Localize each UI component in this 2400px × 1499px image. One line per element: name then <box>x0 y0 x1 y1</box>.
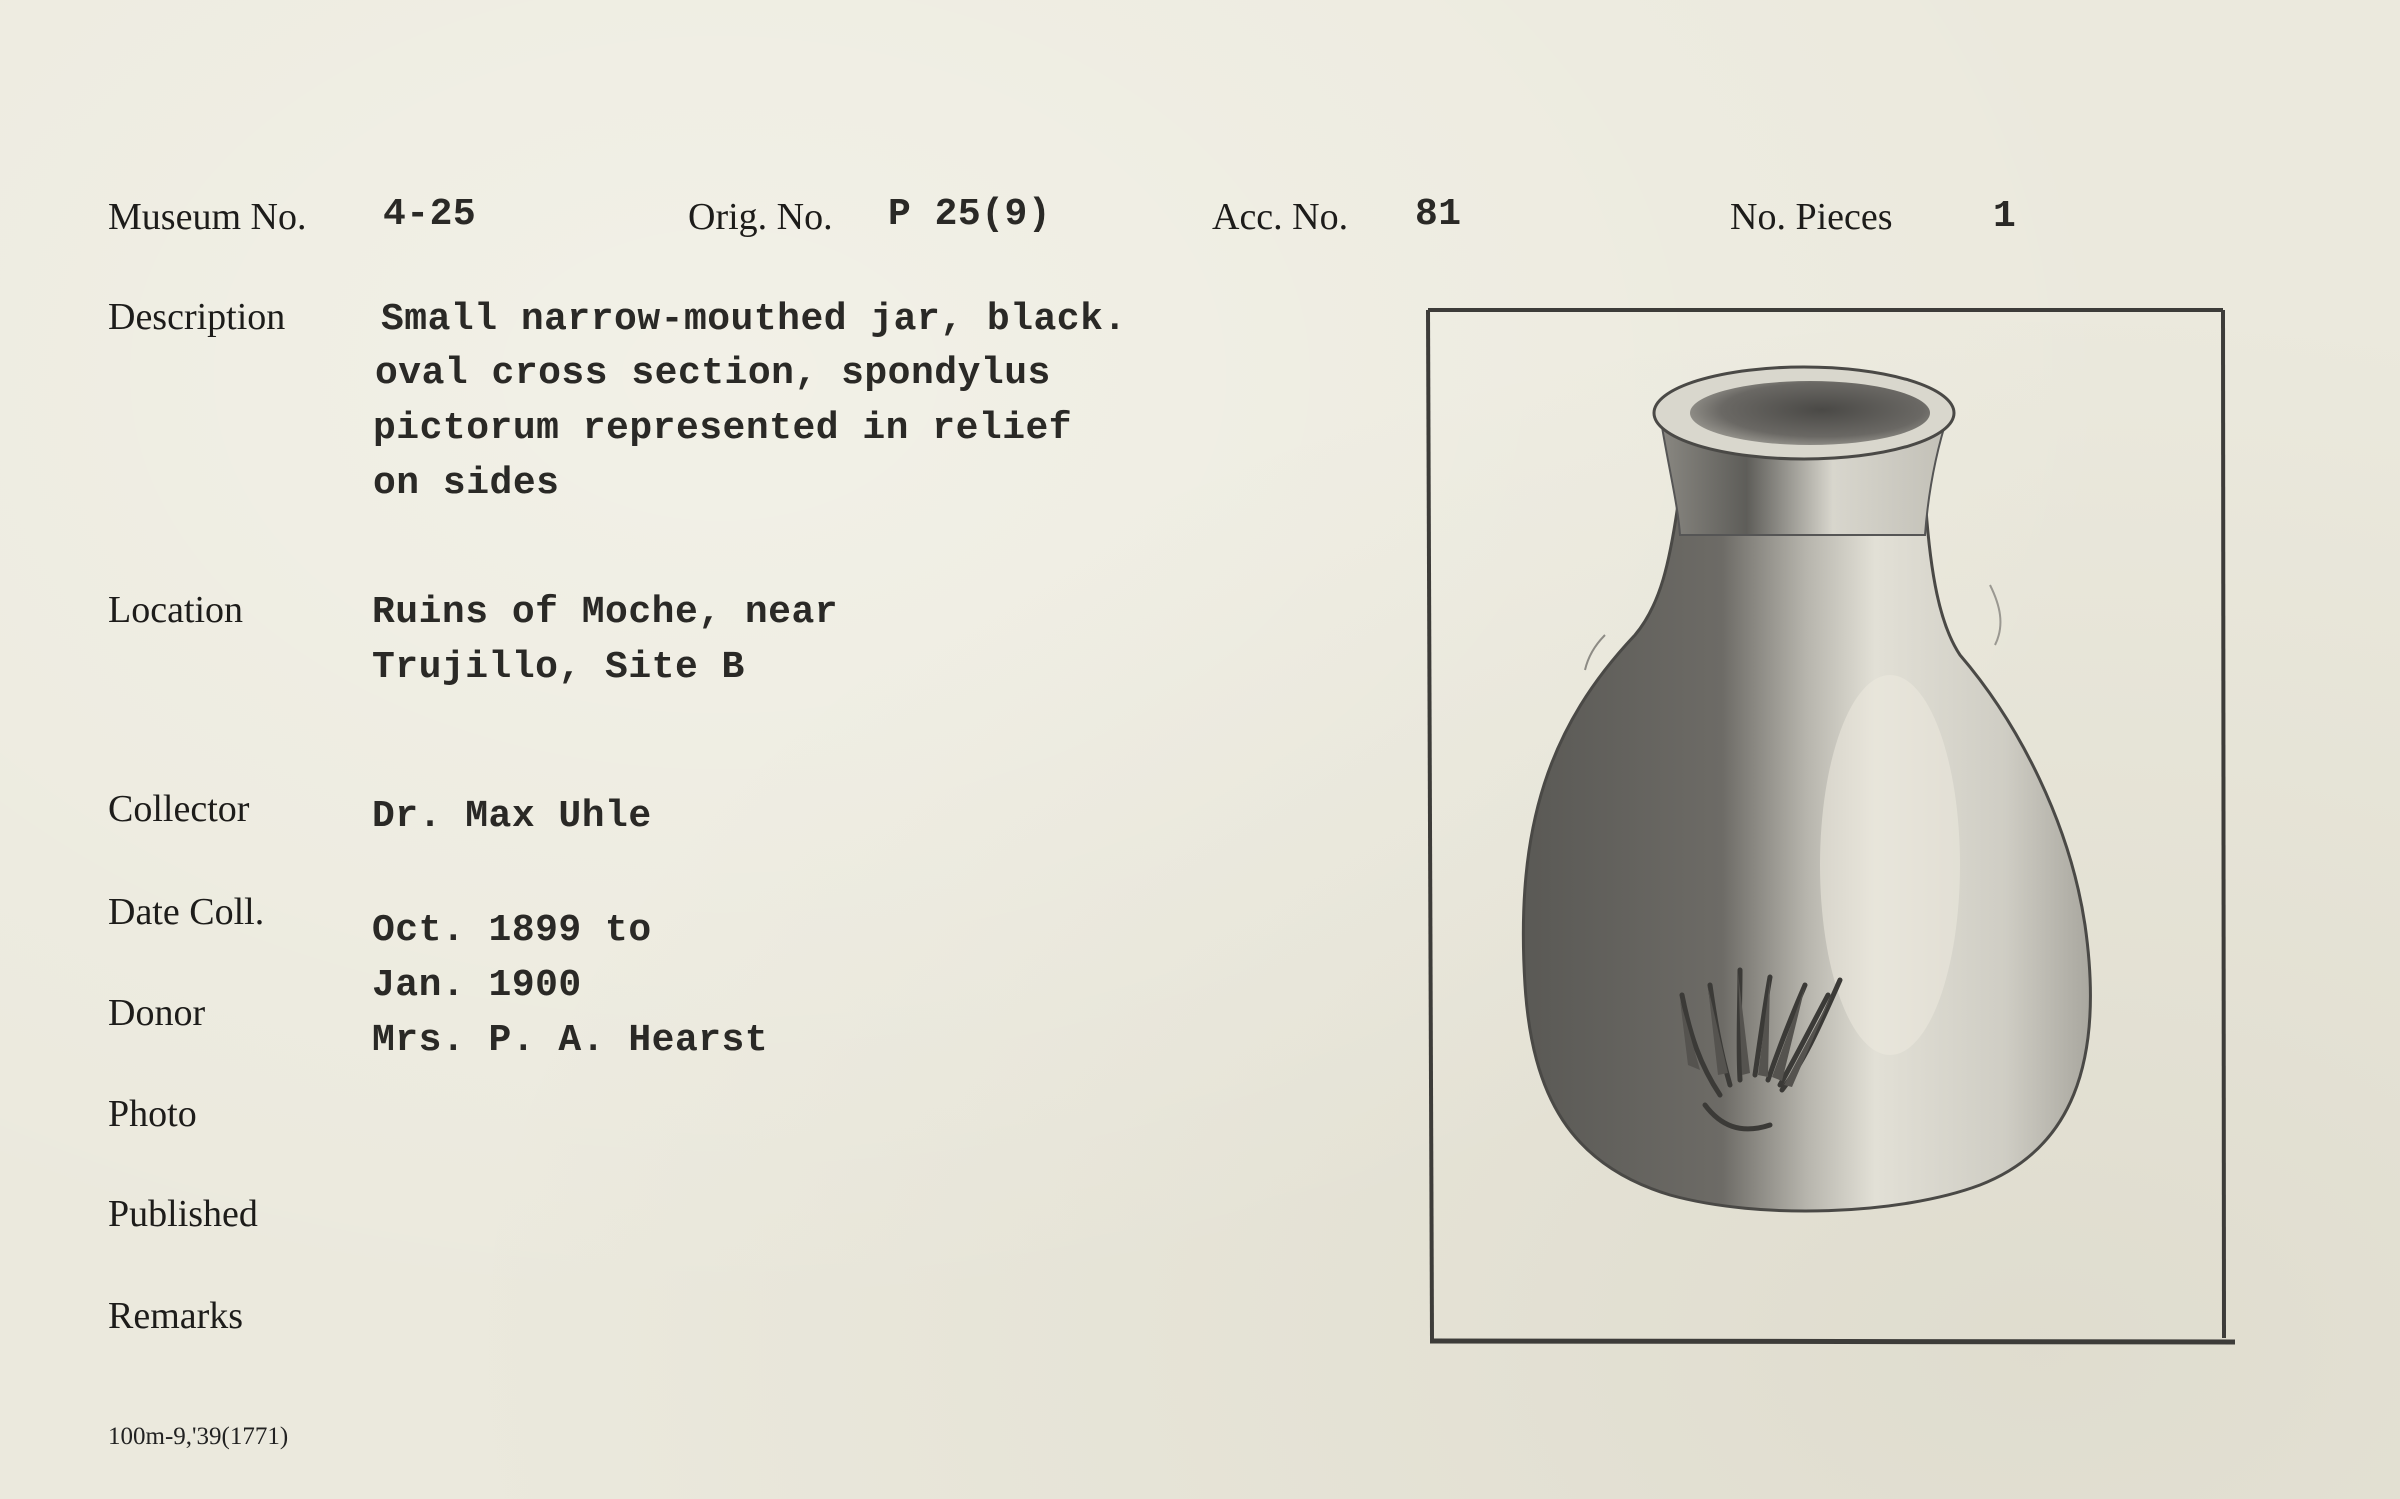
remarks-label: Remarks <box>108 1295 244 1337</box>
museum-no-value: 4-25 <box>383 193 477 236</box>
orig-no-value: P 25(9) <box>888 193 1052 236</box>
donor-label: Donor <box>108 992 206 1034</box>
location-line-1: Ruins of Moche, near <box>372 591 839 634</box>
jar-drawing-icon <box>1420 305 2240 1355</box>
description-line-1: Small narrow-mouthed jar, black. <box>381 298 1127 341</box>
published-label: Published <box>108 1193 258 1235</box>
description-line-3: pictorum represented in relief <box>373 407 1073 450</box>
date-coll-line-1: Oct. 1899 to <box>372 909 652 952</box>
collector-label: Collector <box>108 788 250 830</box>
collector-value: Dr. Max Uhle <box>372 795 652 838</box>
description-line-4: on sides <box>373 462 560 505</box>
no-pieces-value: 1 <box>1993 195 2017 238</box>
description-line-2: oval cross section, spondylus <box>375 352 1051 395</box>
date-coll-line-2: Jan. 1900 <box>372 964 582 1007</box>
museum-no-label: Museum No. <box>108 196 307 238</box>
acc-no-label: Acc. No. <box>1212 196 1349 238</box>
no-pieces-label: No. Pieces <box>1730 196 1893 238</box>
donor-value: Mrs. P. A. Hearst <box>372 1019 769 1062</box>
acc-no-value: 81 <box>1415 193 1462 236</box>
location-line-2: Trujillo, Site B <box>372 646 745 689</box>
location-label: Location <box>108 589 244 631</box>
photo-label: Photo <box>108 1093 197 1135</box>
description-label: Description <box>108 296 286 338</box>
date-coll-label: Date Coll. <box>108 891 265 933</box>
orig-no-label: Orig. No. <box>688 196 833 238</box>
print-code: 100m-9,'39(1771) <box>108 1423 289 1450</box>
